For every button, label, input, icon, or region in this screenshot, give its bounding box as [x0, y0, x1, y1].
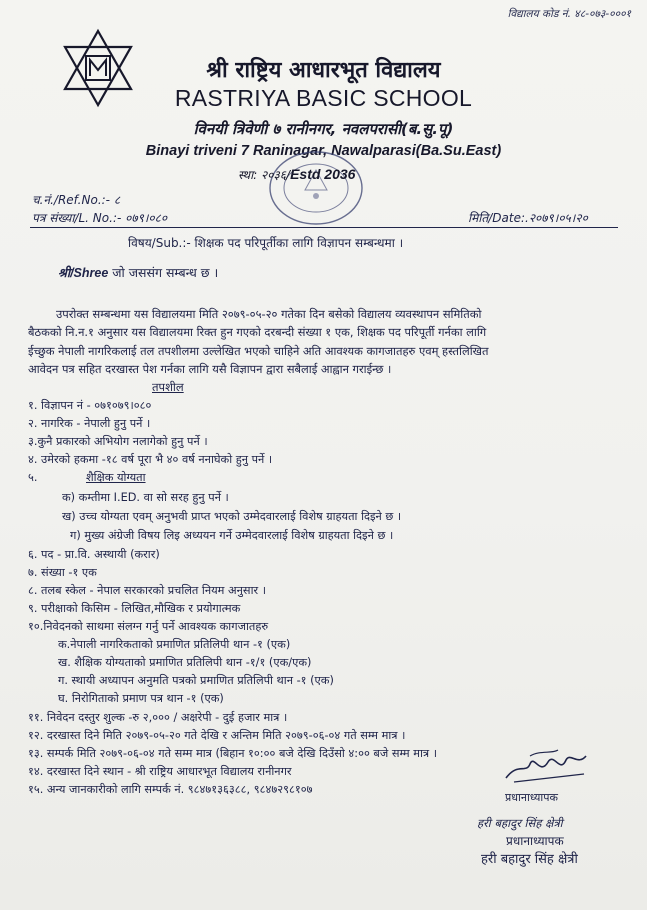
school-code: विद्यालय कोड नं. ४८-०७३-०००१ [507, 8, 631, 20]
address-nepali: विनयी त्रिवेणी ७ रानीनगर, नवलपरासी(ब.सु.पू) [193, 120, 454, 138]
name-stamp-title: प्रधानाध्यापक [506, 834, 564, 848]
list-item: ४. उमेरको हकमा -१८ वर्ष पूरा भै ४० वर्ष ननाघेको हुनु पर्ने । [28, 453, 273, 466]
letter-number: पत्र संख्या/L. No.:- ०७९।०८० [32, 211, 168, 225]
list-item: ८. तलब स्केल - नेपाल सरकारको प्रचलित नियम अनुसार । [28, 584, 266, 597]
list-item: क) कम्तीमा I.ED. वा सो सरह हुनु पर्ने । [62, 491, 229, 504]
body-paragraph [28, 305, 624, 378]
list-item: ११. निवेदन दस्तुर शुल्क -रु २,००० / अक्षरेपी - दुई हजार मात्र । [28, 711, 288, 724]
body-line: बैठकको नि.न.१ अनुसार यस विद्यालयमा रिक्त हुन गएको दरबन्दी संख्या १ एक, शिक्षक पद परिपूर्ती गर्नका लागि [28, 325, 487, 340]
header-divider [30, 227, 618, 228]
school-name-english: RASTRIYA BASIC SCHOOL [174, 85, 473, 111]
list-item: ख) उच्च योग्यता एवम् अनुभवी प्राप्त भएको उम्मेदवारलाई विशेष ग्राहयता दिइने छ । [62, 510, 402, 523]
list-item: २. नागरिक - नेपाली हुनु पर्ने । [28, 417, 151, 430]
school-round-stamp [265, 148, 367, 228]
signatory-name: हरी बहादुर सिंह क्षेत्री [477, 816, 563, 830]
list-item: ग. स्थायी अध्यापन अनुमति पत्रको प्रमाणित प्रतिलिपी थान -१ (एक) [58, 674, 334, 687]
list-item: क.नेपाली नागरिकताको प्रमाणित प्रतिलिपी थान -१ (एक) [58, 638, 291, 651]
handwritten-signature [500, 744, 592, 790]
list-item: १. विज्ञापन नं - ०७१०७९।०८० [28, 399, 152, 412]
list-item: १५. अन्य जानकारीको लागि सम्पर्क नं. ९८४७१३६३८८, ९८४७२९८१०७ [28, 783, 313, 796]
details-heading: तपशील [152, 380, 184, 394]
reference-number: च.नं./Ref.No.:- ८ [32, 193, 121, 207]
list-item: ग) मुख्य अंग्रेजी विषय लिइ अध्ययन गर्ने उम्मेदवारलाई विशेष ग्राहयता दिइने छ । [70, 529, 394, 542]
body-line: आवेदन पत्र सहित दरखास्त पेश गर्नका लागि यसै विज्ञापन द्वारा सबैलाई आह्वान गराईन्छ । [28, 361, 392, 376]
list-item: १२. दरखास्त दिने मिति २०७९-०५-२० गते देखि र अन्तिम मिति २०७९-०६-०४ गते सम्म मात्र । [28, 729, 406, 742]
list-item: ७. संख्या -१ एक [28, 566, 97, 579]
list-item: ९. परीक्षाको किसिम - लिखित,मौखिक र प्रयोगात्मक [28, 602, 241, 615]
salutation-shree: श्री/Shree [58, 266, 109, 280]
list-item: शैक्षिक योग्यता [86, 471, 146, 484]
list-item: १४. दरखास्त दिने स्थान - श्री राष्ट्रिय आधारभूत विद्यालय रानीनगर [28, 765, 292, 778]
list-item: ३.कुनै प्रकारको अभियोग नलागेको हुनु पर्ने । [28, 435, 208, 448]
letter-date: मिति/Date:.२०७९।०५।२० [468, 211, 588, 225]
body-line: ईच्छुक नेपाली नागरिकलाई तल तपशीलमा उल्लेखित भएको चाहिने अति आवश्यक कागजातहरु एवम् हस्तलिखित [28, 343, 489, 358]
list-item: १३. सम्पर्क मिति २०७९-०६-०४ गते सम्म मात्र (बिहान १०:०० बजे देखि दिउँसो ४:०० बजे सम्म मात्र । [28, 747, 438, 760]
list-item: १०.निवेदनको साथमा संलग्न गर्नु पर्ने आवश्यक कागजातहरु [28, 620, 269, 633]
established-year [238, 166, 355, 183]
estd-label-nepali: स्था: २०३६/ [238, 168, 291, 182]
address-english: Binayi triveni 7 Raninagar, Nawalparasi(Ba.Su.East) [145, 143, 502, 159]
school-name-nepali: श्री राष्ट्रिय आधारभूत विद्यालय [206, 58, 441, 83]
subject-line: विषय/Sub.:- शिक्षक पद परिपूर्तीका लागि विज्ञापन सम्बन्धमा । [128, 236, 404, 250]
salutation [58, 264, 218, 281]
estd-label-english: Estd 2036 [290, 166, 356, 182]
signatory-title: प्रधानाध्यापक [505, 791, 558, 804]
list-item: ६. पद - प्रा.वि. अस्थायी (करार) [28, 548, 160, 561]
name-stamp-name: हरी बहादुर सिंह क्षेत्री [481, 852, 578, 867]
list-item: ५. [28, 471, 38, 484]
salutation-text: जो जससंग सम्बन्ध छ । [108, 265, 219, 280]
body-line: उपरोक्त सम्बन्धमा यस विद्यालयमा मिति २०७९-०५-२० गतेका दिन बसेको विद्यालय व्यवस्थापन समितिको [56, 307, 482, 321]
list-item: ख. शैक्षिक योग्यताको प्रमाणित प्रतिलिपी थान -१/१ (एक/एक) [58, 656, 312, 669]
list-item: घ. निरोगिताको प्रमाण पत्र थान -१ (एक) [58, 692, 224, 705]
